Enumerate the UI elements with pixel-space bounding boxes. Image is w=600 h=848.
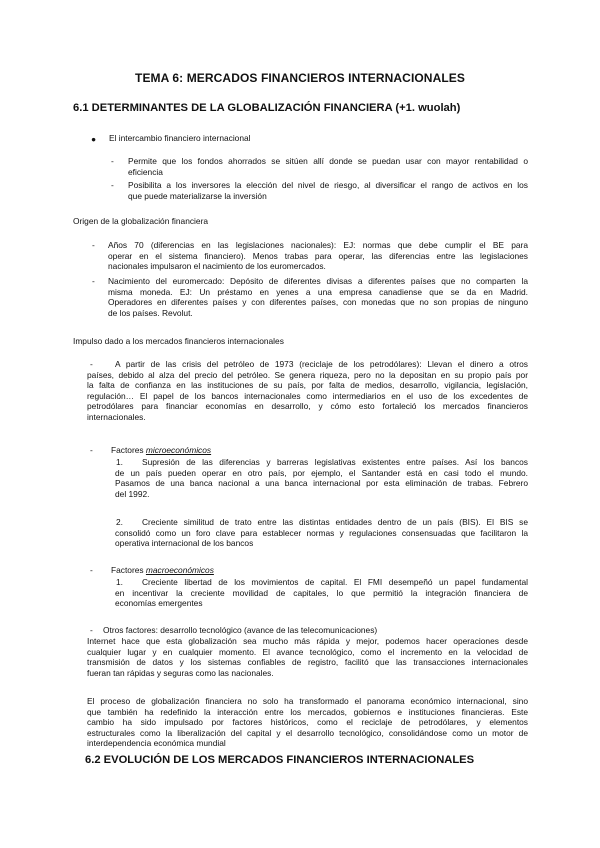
list-number: 2. (116, 517, 123, 527)
macro-heading: Factores macroeconómicos (111, 565, 214, 575)
list-item: Nacimiento del euromercado: Depósito de diferentes divisas a diferentes países que no comparten la misma moneda. EJ: Un préstamo en yenes a una empresa canadiense que se da en Madrid. Operadores en diferentes países y con diferentes países, con monedas que no son propias de ninguno de los países. Revolut. (108, 276, 528, 318)
dash-icon: - (111, 180, 114, 190)
list-number: 1. (116, 577, 123, 587)
list-item: Creciente similitud de trato entre las distintas entidades dentro de un país (BIS). El BIS se consolidó como un foro clave para establecer normas y regulaciones consensuadas que facilitaron la operativa internacional de los bancos (115, 517, 528, 548)
otros-paragraph: Internet hace que esta globalización sea mucho más rápida y mejor, podemos hacer operaciones desde cualquier lugar y en cualquier momento. El avance tecnológico, como el incremento en la velocidad de transmisión de datos y los sistemas confiables de registro, facilitó que las transacciones internacionales fueran tan rápidas y seguras como las nacionales. (87, 636, 528, 678)
dash-icon: - (90, 359, 93, 369)
dash-icon: - (92, 240, 95, 250)
conclusion-paragraph: El proceso de globalización financiera no solo ha transformado el panorama económico internacional, sino que también ha redefinido la interacción entre los mercados, gobiernos e instituciones financieras. Este cambio ha sido impulsado por factores históricos, como el reciclaje de petrodólares, y elementos estructurales como la liberalización del capital y el desarrollo tecnológico, consolidándose como un motor de interdependencia económica mundial (87, 696, 528, 748)
list-item: Años 70 (diferencias en las legislaciones nacionales): EJ: normas que debe cumplir el BE para operar en el sistema financiero). Menos trabas para operar, las diferencias entre las legislaciones nacionales impulsaron el nacimiento de los euromercados. (108, 240, 528, 271)
dash-icon: - (92, 276, 95, 286)
impulso-label: Impulso dado a los mercados financieros internacionales (73, 336, 284, 346)
page-title: TEMA 6: MERCADOS FINANCIEROS INTERNACIONALES (135, 71, 465, 85)
list-item: Posibilita a los inversores la elección del nivel de riesgo, al diversificar el rango de activos en los que puede materializarse la inversión (128, 180, 528, 201)
intercambio-label: El intercambio financiero internacional (109, 133, 251, 143)
list-item: Creciente libertad de los movimientos de capital. El FMI desempeñó un papel fundamental en incentivar la creciente movilidad de capitales, lo que permitió la integración financiera de economías emergentes (115, 577, 528, 608)
bullet-icon: ● (91, 134, 97, 144)
crisis-paragraph: A partir de las crisis del petróleo de 1973 (reciclaje de los petrodólares): Llevan el dinero a otros países, debido al alza del precio del petróleo. Se genera riqueza, pero no la depositan en su propio país por la falta de confianza en las instituciones de su país, por falta de medios, desarrollo, vigilancia, legislación, regulación… El papel de los bancos internacionales como intermediarios en el uso de los excedentes de petrodólares para financiar economías en desarrollo, y cómo esto fortaleció los mercados financieros internacionales. (87, 359, 528, 422)
list-item: Supresión de las diferencias y barreras legislativas existentes entre países. Así los bancos de un país pueden operar en otro país, por ejemplo, el Santander está en casi todo el mundo. Pasamos de una banca nacional a una banca internacional por esta eliminación de trabas. Febrero del 1992. (115, 457, 528, 499)
list-item: Permite que los fondos ahorrados se sitúen allí donde se puedan usar con mayor rentabilidad o eficiencia (128, 156, 528, 177)
dash-icon: - (111, 156, 114, 166)
otros-heading: Otros factores: desarrollo tecnológico (avance de las telecomunicaciones) (103, 625, 378, 635)
dash-icon: - (90, 445, 93, 455)
list-number: 1. (116, 457, 123, 467)
section-heading-6-2: 6.2 EVOLUCIÓN DE LOS MERCADOS FINANCIEROS INTERNACIONALES (85, 754, 475, 766)
origen-label: Origen de la globalización financiera (73, 216, 209, 226)
dash-icon: - (90, 625, 93, 635)
micro-heading: Factores microeconómicos (111, 445, 212, 455)
dash-icon: - (90, 565, 93, 575)
section-heading-6-1: 6.1 DETERMINANTES DE LA GLOBALIZACIÓN FINANCIERA (+1. wuolah) (73, 102, 461, 114)
